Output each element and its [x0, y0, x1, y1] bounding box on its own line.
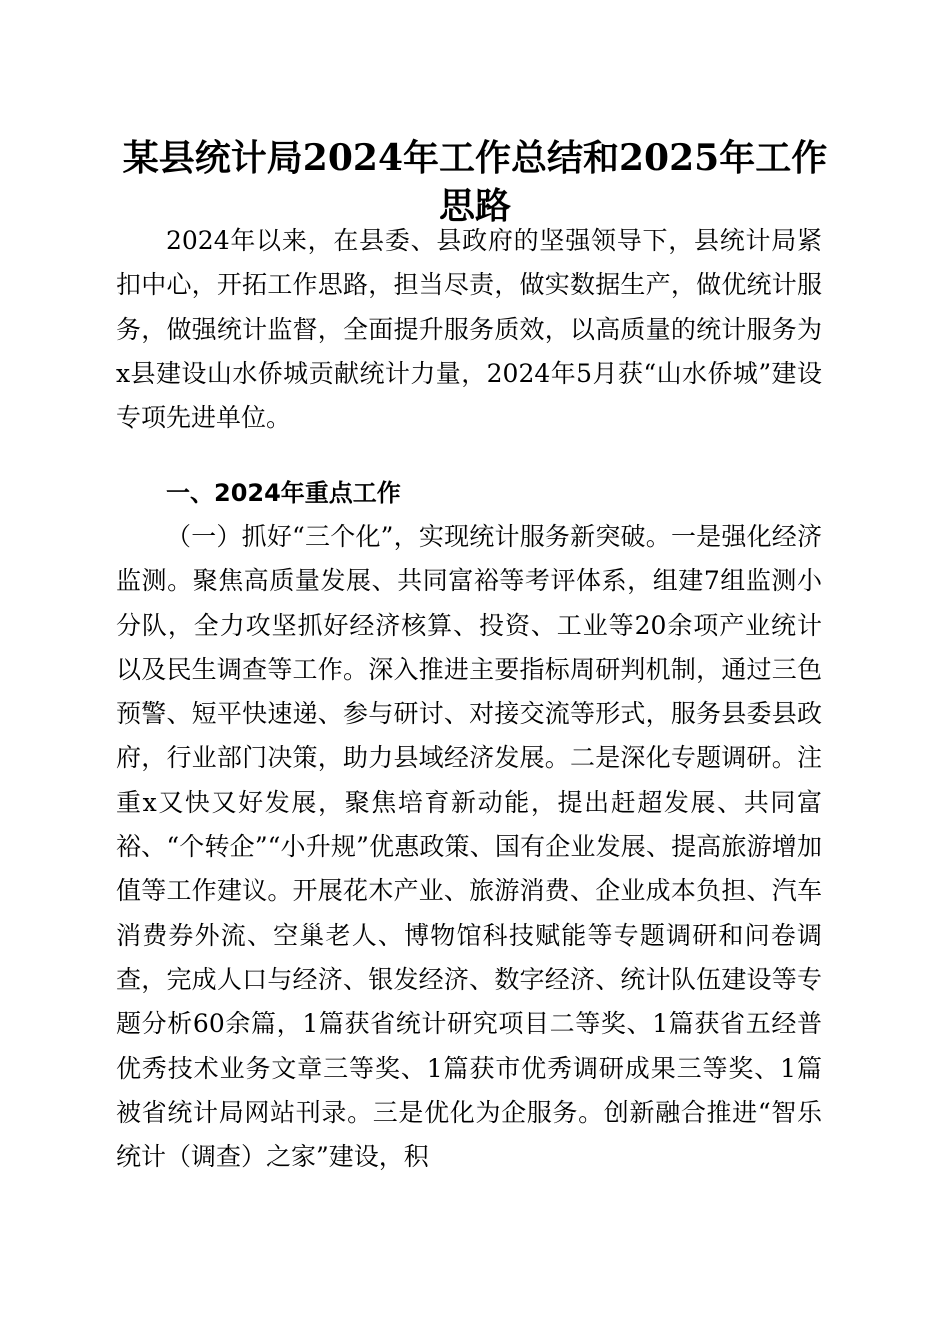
intro-paragraph: 2024年以来，在县委、县政府的坚强领导下，县统计局紧扣中心，开拓工作思路，担当尽责，做实数据生产，做优统计服务，做强统计监督，全面提升服务质效，以高质量的统计服务为x县建设山水侨城贡献统计力量，2024年5月获“山水侨城”建设专项先进单位。 [116, 226, 822, 433]
section-paragraph: （一）抓好“三个化”，实现统计服务新突破。一是强化经济监测。聚焦高质量发展、共同富裕等考评体系，组建7组监测小分队，全力攻坚抓好经济核算、投资、工业等20余项产业统计以及民生调查等工作。深入推进主要指标周研判机制，通过三色预警、短平快速递、参与研讨、对接交流等形式，服务县委县政府，行业部门决策，助力县域经济发展。二是深化专题调研。注重x又快又好发展，聚焦培育新动能，提出赶超发展、共同富裕、“个转企”“小升规”优惠政策、国有企业发展、提高旅游增加值等工作建议。开展花木产业、旅游消费、企业成本负担、汽车消费券外流、空巢老人、博物馆科技赋能等专题调研和问卷调查，完成人口与经济、银发经济、数字经济、统计队伍建设等专题分析60余篇，1篇获省统计研究项目二等奖、1篇获省五经普优秀技术业务文章三等奖、1篇获市优秀调研成果三等奖、1篇被省统计局网站刊录。三是优化为企服务。创新融合推进“智乐统计（调查）之家”建设，积 [116, 522, 822, 1172]
document-title: 某县统计局2024年工作总结和2025年工作思路 [122, 137, 828, 227]
section-heading: 一、2024年重点工作 [166, 479, 401, 507]
